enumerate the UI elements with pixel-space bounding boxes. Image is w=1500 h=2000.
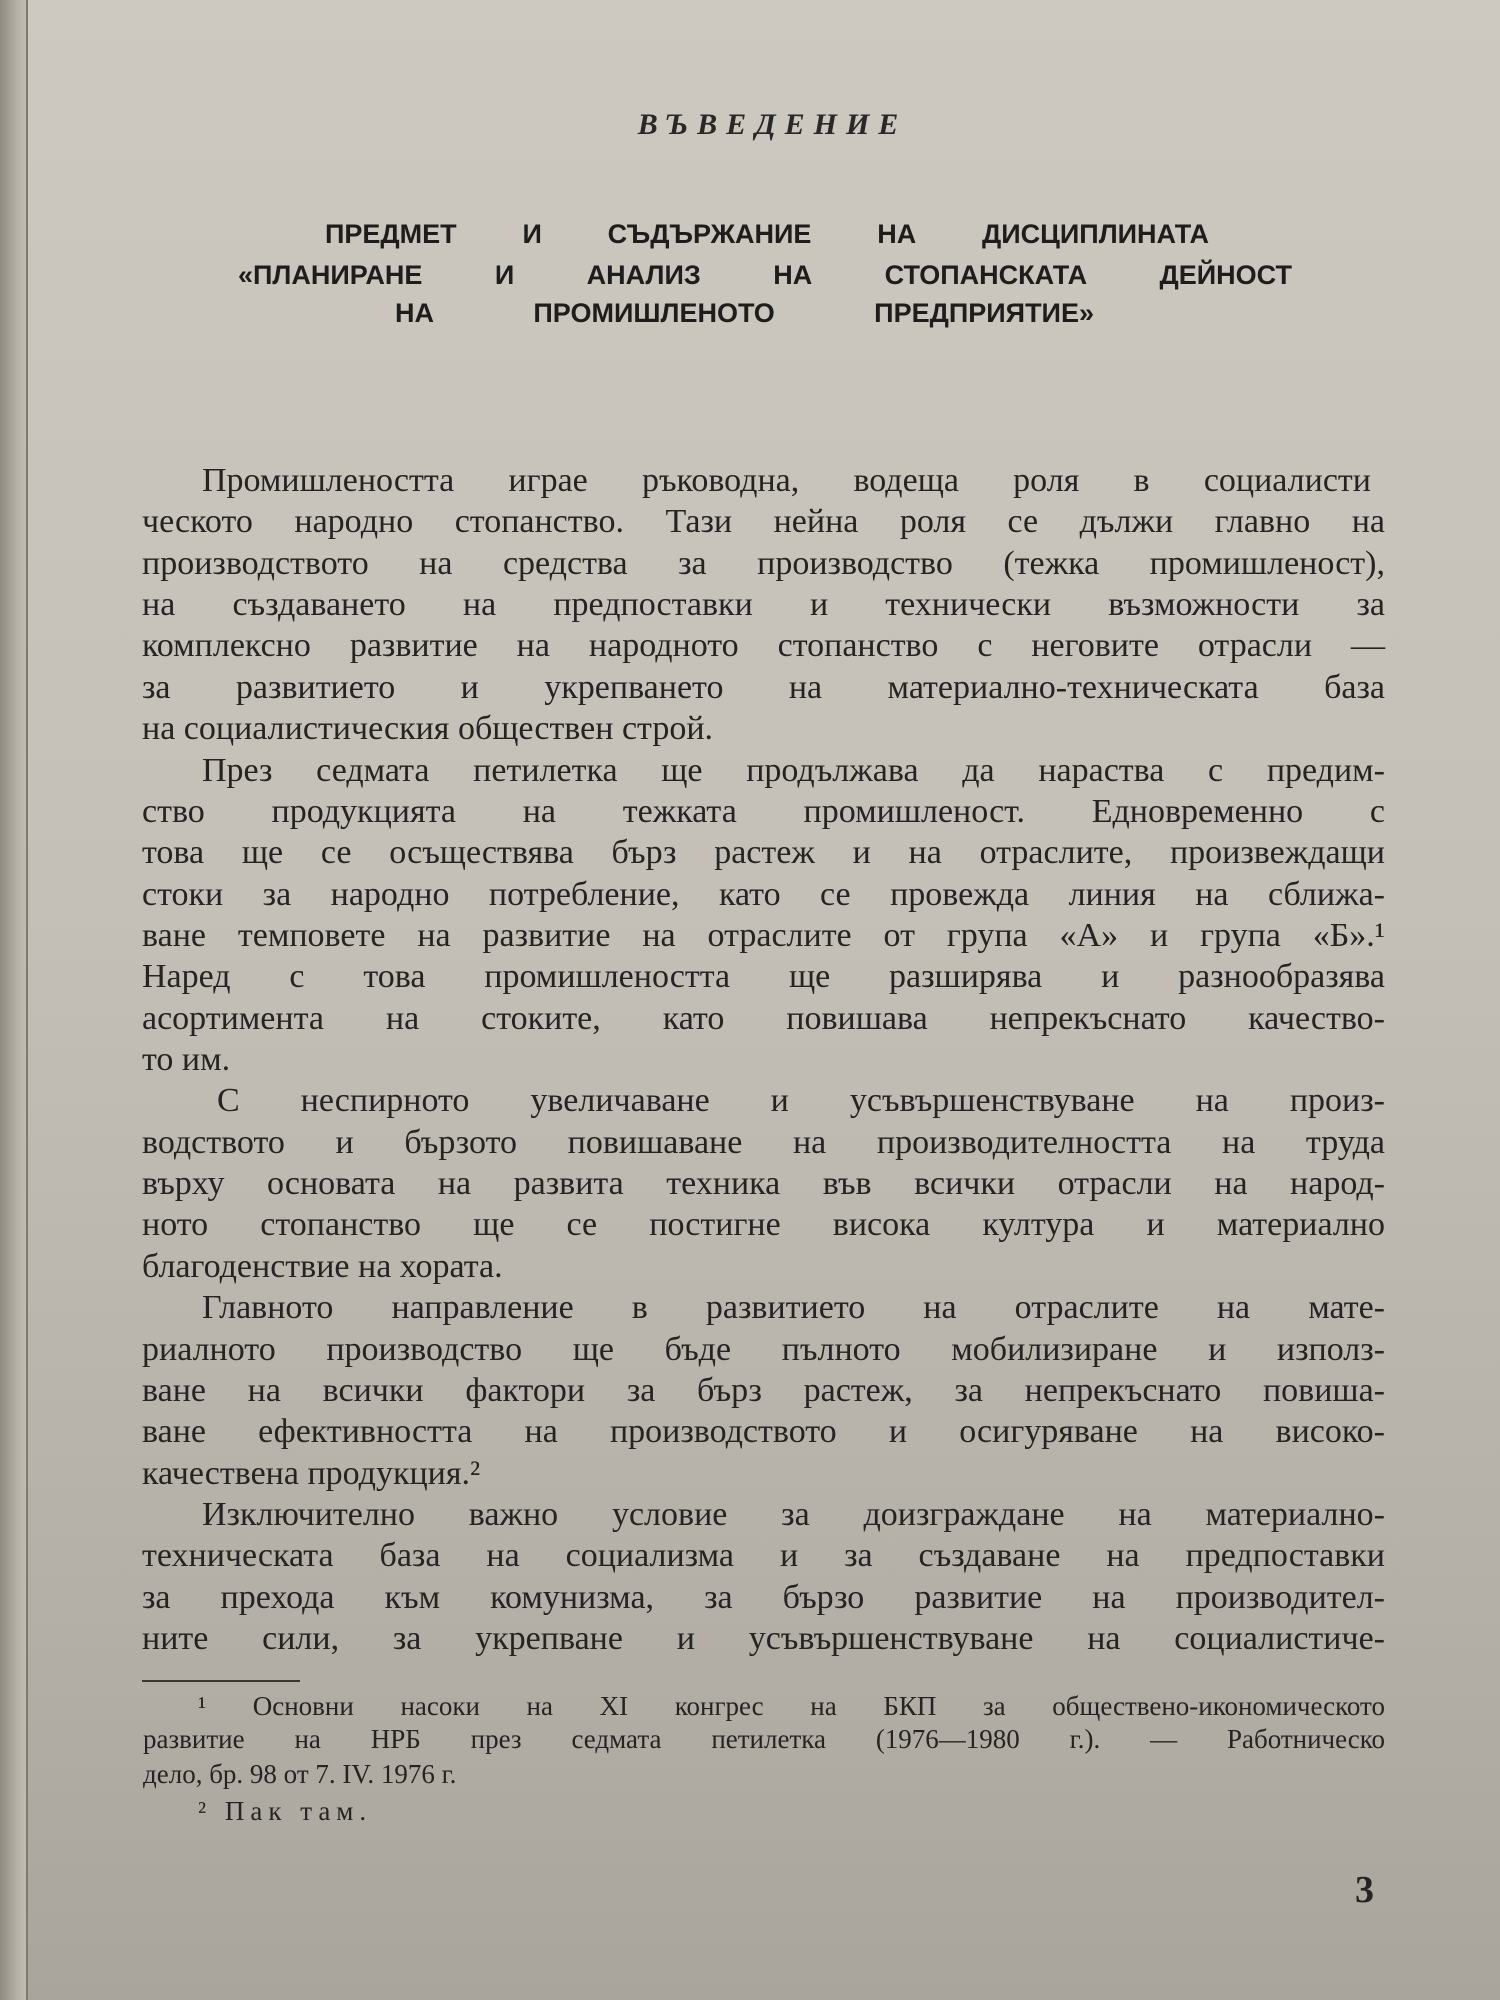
chapter-title: ВЪВЕДЕНИЕ — [637, 108, 908, 141]
body-line: това ще се осъществява бърз растеж и на отраслите, произвеждащи — [142, 834, 1385, 871]
footnote-divider — [142, 1680, 300, 1682]
body-line: През седмата петилетка ще продължава да нараства с предим- — [202, 752, 1385, 789]
section-heading-line: ПРЕДМЕТ И СЪДЪРЖАНИЕ НА ДИСЦИПЛИНАТА — [325, 219, 1209, 249]
body-line: на създаването на предпоставки и технически възможности за — [142, 586, 1385, 623]
body-line: Изключително важно условие за доизграждане на материално- — [202, 1496, 1385, 1533]
section-heading-line: НА ПРОМИШЛЕНОТО ПРЕДПРИЯТИЕ» — [395, 298, 1094, 328]
body-line: ване на всички фактори за бърз растеж, за непрекъснато повиша- — [142, 1372, 1385, 1409]
body-line: за развитието и укрепването на материално-техническата база — [142, 669, 1385, 706]
body-line: благоденствие на хората. — [142, 1248, 503, 1285]
body-line: риалното производство ще бъде пълното мобилизиране и използ- — [142, 1331, 1385, 1368]
footnote-line: ¹ Основни насоки на XI конгрес на БКП за обществено-икономическото — [198, 1691, 1385, 1721]
page-spine-edge — [0, 0, 28, 2000]
body-line: стоки за народно потребление, като се провежда линия на сближа- — [142, 876, 1385, 913]
body-line: асортимента на стоките, като повишава непрекъснато качество- — [142, 1000, 1385, 1037]
body-line: водството и бързото повишаване на производителността на труда — [142, 1124, 1385, 1161]
body-line: ното стопанство ще се постигне висока култура и материално — [142, 1206, 1385, 1243]
body-line: техническата база на социализма и за създаване на предпоставки — [142, 1537, 1385, 1574]
body-line: Наред с това промишлеността ще разширява и разнообразява — [142, 958, 1385, 995]
body-line: С неспирното увеличаване и усъвършенствуване на произ- — [217, 1082, 1385, 1119]
section-heading-line: «ПЛАНИРАНЕ И АНАЛИЗ НА СТОПАНСКАТА ДЕЙНОСТ — [238, 260, 1292, 290]
body-line: за прехода към комунизма, за бързо развитие на производител- — [142, 1579, 1385, 1616]
body-line: на социалистическия обществен строй. — [142, 710, 714, 747]
page-number: 3 — [1355, 1869, 1374, 1911]
body-line: производството на средства за производство (тежка промишленост), — [142, 545, 1385, 582]
body-line: качествена продукция.² — [142, 1455, 481, 1492]
body-line: Промишлеността играе ръководна, водеща роля в социалисти — [202, 462, 1371, 499]
body-line: то им. — [142, 1041, 231, 1078]
footnote-line: ² Пак там. — [198, 1796, 373, 1826]
footnote-line: дело, бр. 98 от 7. IV. 1976 г. — [143, 1759, 457, 1789]
body-line: Главното направление в развитието на отраслите на мате- — [202, 1289, 1385, 1326]
footnote-line: развитие на НРБ през седмата петилетка (1976—1980 г.). — Работническо — [143, 1724, 1385, 1754]
body-line: ческото народно стопанство. Тази нейна роля се дължи главно на — [142, 503, 1385, 540]
body-line: ване темповете на развитие на отраслите от група «А» и група «Б».¹ — [142, 917, 1385, 954]
body-line: върху основата на развита техника във всички отрасли на народ- — [142, 1165, 1385, 1202]
body-line: комплексно развитие на народното стопанство с неговите отрасли — — [142, 627, 1385, 664]
body-line: ните сили, за укрепване и усъвършенствуване на социалистиче- — [142, 1620, 1385, 1657]
body-line: ване ефективността на производството и осигуряване на високо- — [142, 1413, 1385, 1450]
body-line: ство продукцията на тежката промишленост. Едновременно с — [142, 793, 1385, 830]
